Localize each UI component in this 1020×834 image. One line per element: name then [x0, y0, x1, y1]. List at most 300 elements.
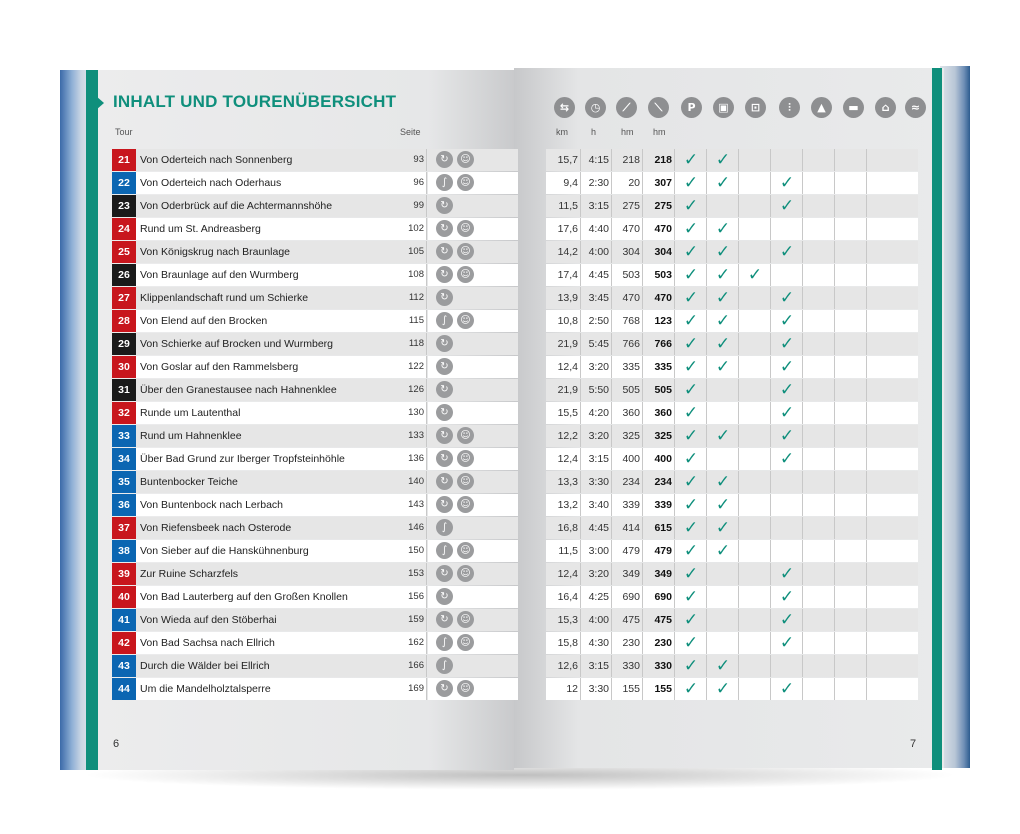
stat-hm1: 325	[622, 430, 640, 442]
tour-row[interactable]	[112, 632, 520, 655]
loop-route-icon: ↻	[436, 427, 453, 444]
stat-h: 4:20	[588, 407, 609, 419]
stat-h: 3:15	[588, 200, 609, 212]
stat-km: 17,6	[557, 223, 578, 235]
tour-name[interactable]: Von Goslar auf den Rammelsberg	[140, 361, 299, 373]
stat-hm2: 360	[654, 407, 672, 419]
tour-stats-row	[546, 310, 918, 333]
stat-hm1: 414	[622, 522, 640, 534]
kids-icon: ☺	[457, 565, 474, 582]
tour-name[interactable]: Von Oderteich nach Sonnenberg	[140, 154, 293, 166]
page-ref: 143	[408, 499, 424, 510]
one-way-route-icon: ∫	[436, 312, 453, 329]
page-ref: 136	[408, 453, 424, 464]
tour-row[interactable]	[112, 195, 520, 218]
check-icon: ✓	[779, 403, 795, 423]
tour-number: 23	[112, 195, 136, 217]
check-icon: ✓	[683, 196, 699, 216]
check-icon: ✓	[715, 150, 731, 170]
tour-stats-row	[546, 609, 918, 632]
check-icon: ✓	[683, 679, 699, 699]
stat-h: 3:15	[588, 453, 609, 465]
stat-h: 5:45	[588, 338, 609, 350]
stat-km: 14,2	[557, 246, 578, 258]
stat-hm2: 325	[654, 430, 672, 442]
loop-route-icon: ↻	[436, 220, 453, 237]
header-tour: Tour	[115, 127, 133, 137]
tour-number: 44	[112, 678, 136, 700]
tour-number: 39	[112, 563, 136, 585]
tour-row[interactable]	[112, 471, 520, 494]
clock-icon: ◷	[585, 97, 606, 118]
loop-route-icon: ↻	[436, 151, 453, 168]
stat-km: 12,4	[557, 361, 578, 373]
page-ref: 118	[408, 338, 424, 349]
check-icon: ✓	[779, 173, 795, 193]
stat-hm1: 505	[622, 384, 640, 396]
tour-name[interactable]: Von Wieda auf den Stöberhai	[140, 614, 277, 626]
stat-hm2: 304	[654, 246, 672, 258]
stat-hm1: 275	[622, 200, 640, 212]
tour-number: 42	[112, 632, 136, 654]
loop-route-icon: ↻	[436, 381, 453, 398]
bed-icon: ▬	[843, 97, 864, 118]
check-icon: ✓	[779, 242, 795, 262]
tour-name[interactable]: Von Buntenbock nach Lerbach	[140, 499, 284, 511]
tour-name[interactable]: Durch die Wälder bei Ellrich	[140, 660, 270, 672]
kids-icon: ☺	[457, 611, 474, 628]
check-icon: ✓	[683, 380, 699, 400]
page-ref: 169	[408, 683, 424, 694]
page-ref: 166	[408, 660, 424, 671]
check-icon: ✓	[779, 449, 795, 469]
stat-km: 15,8	[557, 637, 578, 649]
check-icon: ✓	[779, 380, 795, 400]
page-number-left: 6	[113, 738, 120, 750]
loop-route-icon: ↻	[436, 611, 453, 628]
kids-icon: ☺	[457, 473, 474, 490]
stat-h: 3:20	[588, 430, 609, 442]
tour-number: 31	[112, 379, 136, 401]
tour-stats-row	[546, 195, 918, 218]
tour-name[interactable]: Zur Ruine Scharzfels	[140, 568, 239, 580]
tour-stats-row	[546, 563, 918, 586]
stat-km: 12,4	[557, 453, 578, 465]
train-icon: ▣	[713, 97, 734, 118]
stat-hm2: 615	[654, 522, 672, 534]
tour-row[interactable]	[112, 310, 520, 333]
tour-number: 28	[112, 310, 136, 332]
header-km: km	[556, 127, 568, 137]
stat-hm1: 766	[622, 338, 640, 350]
tour-row[interactable]	[112, 172, 520, 195]
stat-h: 4:45	[588, 269, 609, 281]
stat-km: 21,9	[557, 384, 578, 396]
tour-stats-row	[546, 264, 918, 287]
kids-icon: ☺	[457, 220, 474, 237]
tour-row[interactable]	[112, 609, 520, 632]
page-ref: 96	[413, 177, 424, 188]
tour-name[interactable]: Von Riefensbeek nach Osterode	[140, 522, 292, 534]
page-ref: 146	[408, 522, 424, 533]
tour-number: 22	[112, 172, 136, 194]
check-icon: ✓	[683, 495, 699, 515]
kids-icon: ☺	[457, 450, 474, 467]
check-icon: ✓	[683, 587, 699, 607]
loop-route-icon: ↻	[436, 588, 453, 605]
tour-row[interactable]	[112, 563, 520, 586]
tour-name[interactable]: Buntenbocker Teiche	[140, 476, 238, 488]
loop-route-icon: ↻	[436, 358, 453, 375]
museum-icon: ⌂	[875, 97, 896, 118]
tour-name[interactable]: Rund um St. Andreasberg	[140, 223, 261, 235]
stat-hm1: 234	[622, 476, 640, 488]
tour-stats-row	[546, 448, 918, 471]
check-icon: ✓	[683, 403, 699, 423]
page-ref: 153	[408, 568, 424, 579]
tour-row[interactable]	[112, 402, 520, 425]
stat-hm1: 218	[622, 154, 640, 166]
ascent-icon: ⟋	[616, 97, 637, 118]
check-icon: ✓	[683, 610, 699, 630]
check-icon: ✓	[683, 288, 699, 308]
check-icon: ✓	[683, 564, 699, 584]
stat-hm2: 505	[654, 384, 672, 396]
tour-number: 38	[112, 540, 136, 562]
tour-row[interactable]	[112, 655, 520, 678]
loop-route-icon: ↻	[436, 680, 453, 697]
stat-km: 15,3	[557, 614, 578, 626]
stat-hm1: 349	[622, 568, 640, 580]
stat-hm2: 330	[654, 660, 672, 672]
tour-stats-row	[546, 172, 918, 195]
check-icon: ✓	[715, 173, 731, 193]
stat-km: 15,5	[557, 407, 578, 419]
stat-h: 3:20	[588, 361, 609, 373]
tour-row[interactable]	[112, 540, 520, 563]
stat-h: 4:30	[588, 637, 609, 649]
page-ref: 115	[408, 315, 424, 326]
tour-row[interactable]	[112, 448, 520, 471]
stat-h: 4:00	[588, 614, 609, 626]
kids-icon: ☺	[457, 243, 474, 260]
tour-number: 36	[112, 494, 136, 516]
stat-hm2: 123	[654, 315, 672, 327]
kids-icon: ☺	[457, 496, 474, 513]
tour-row[interactable]	[112, 379, 520, 402]
loop-route-icon: ↻	[436, 266, 453, 283]
tour-stats-row	[546, 425, 918, 448]
check-icon: ✓	[779, 633, 795, 653]
tour-number: 34	[112, 448, 136, 470]
stat-h: 4:45	[588, 522, 609, 534]
tour-name[interactable]: Um die Mandelholztalsperre	[140, 683, 271, 695]
tour-stats-row	[546, 632, 918, 655]
tour-row[interactable]	[112, 149, 520, 172]
loop-route-icon: ↻	[436, 473, 453, 490]
kids-icon: ☺	[457, 266, 474, 283]
page-ref: 140	[408, 476, 424, 487]
stat-h: 3:45	[588, 292, 609, 304]
check-icon: ✓	[715, 288, 731, 308]
page-ref: 112	[408, 292, 424, 303]
stat-h: 4:25	[588, 591, 609, 603]
tour-name[interactable]: Von Braunlage auf den Wurmberg	[140, 269, 299, 281]
loop-route-icon: ↻	[436, 404, 453, 421]
stat-km: 12	[566, 683, 578, 695]
stat-km: 12,6	[557, 660, 578, 672]
tour-name[interactable]: Von Bad Sachsa nach Ellrich	[140, 637, 275, 649]
tour-name[interactable]: Von Königskrug nach Braunlage	[140, 246, 291, 258]
check-icon: ✓	[683, 311, 699, 331]
stat-km: 16,8	[557, 522, 578, 534]
stat-h: 3:20	[588, 568, 609, 580]
check-icon: ✓	[779, 288, 795, 308]
stat-hm1: 339	[622, 499, 640, 511]
page-ref: 122	[408, 361, 424, 372]
check-icon: ✓	[779, 679, 795, 699]
header-seite: Seite	[400, 127, 421, 137]
header-hm-up: hm	[621, 127, 634, 137]
tour-row[interactable]	[112, 333, 520, 356]
tour-list-right	[546, 149, 918, 701]
loop-route-icon: ↻	[436, 243, 453, 260]
tour-row[interactable]	[112, 241, 520, 264]
stat-hm2: 475	[654, 614, 672, 626]
one-way-route-icon: ∫	[436, 542, 453, 559]
cable-car-icon: ⊡	[745, 97, 766, 118]
check-icon: ✓	[715, 311, 731, 331]
right-accent-strip	[932, 68, 942, 770]
loop-route-icon: ↻	[436, 496, 453, 513]
check-icon: ✓	[779, 610, 795, 630]
stat-hm2: 349	[654, 568, 672, 580]
stat-hm1: 503	[622, 269, 640, 281]
title-arrow-icon	[96, 96, 104, 110]
tour-row[interactable]	[112, 678, 520, 701]
tour-number: 43	[112, 655, 136, 677]
tour-stats-row	[546, 149, 918, 172]
tour-number: 27	[112, 287, 136, 309]
check-icon: ✓	[715, 426, 731, 446]
stat-hm2: 470	[654, 292, 672, 304]
one-way-route-icon: ∫	[436, 174, 453, 191]
stat-hm1: 20	[628, 177, 640, 189]
tour-name[interactable]: Klippenlandschaft rund um Schierke	[140, 292, 309, 304]
stat-hm2: 690	[654, 591, 672, 603]
kids-icon: ☺	[457, 312, 474, 329]
check-icon: ✓	[683, 334, 699, 354]
check-icon: ✓	[715, 495, 731, 515]
page-ref: 162	[408, 637, 424, 648]
kids-icon: ☺	[457, 174, 474, 191]
stat-km: 12,2	[557, 430, 578, 442]
stat-hm1: 360	[622, 407, 640, 419]
stat-hm2: 479	[654, 545, 672, 557]
page-ref: 93	[413, 154, 424, 165]
page-number-right: 7	[910, 738, 917, 750]
tour-stats-row	[546, 218, 918, 241]
stat-hm1: 475	[622, 614, 640, 626]
parking-icon: P	[681, 97, 702, 118]
check-icon: ✓	[715, 541, 731, 561]
stat-km: 11,5	[558, 545, 578, 557]
stat-hm2: 766	[654, 338, 672, 350]
stat-km: 17,4	[557, 269, 578, 281]
kids-icon: ☺	[457, 151, 474, 168]
kids-icon: ☺	[457, 542, 474, 559]
tour-name[interactable]: Von Sieber auf die Hanskühnenburg	[140, 545, 309, 557]
stat-hm2: 470	[654, 223, 672, 235]
tour-row[interactable]	[112, 494, 520, 517]
stat-h: 3:00	[588, 545, 609, 557]
check-icon: ✓	[683, 633, 699, 653]
stat-h: 5:50	[588, 384, 609, 396]
tour-row[interactable]	[112, 356, 520, 379]
stat-hm2: 230	[654, 637, 672, 649]
stat-hm1: 230	[622, 637, 640, 649]
tour-name[interactable]: Rund um Hahnenklee	[140, 430, 242, 442]
left-accent-strip	[86, 70, 98, 770]
check-icon: ✓	[715, 357, 731, 377]
stat-hm2: 503	[654, 269, 672, 281]
signpost-icon: ⇆	[554, 97, 575, 118]
tour-row[interactable]	[112, 218, 520, 241]
tour-number: 41	[112, 609, 136, 631]
stat-hm1: 690	[622, 591, 640, 603]
stat-hm1: 479	[622, 545, 640, 557]
stat-km: 15,7	[557, 154, 578, 166]
check-icon: ✓	[779, 357, 795, 377]
stat-h: 4:00	[588, 246, 609, 258]
tour-list-left	[112, 149, 520, 701]
stat-km: 16,4	[557, 591, 578, 603]
tour-number: 33	[112, 425, 136, 447]
tour-name[interactable]: Von Schierke auf Brocken und Wurmberg	[140, 338, 333, 350]
tour-stats-row	[546, 678, 918, 701]
tour-number: 24	[112, 218, 136, 240]
tour-stats-row	[546, 356, 918, 379]
stat-hm2: 400	[654, 453, 672, 465]
check-icon: ✓	[747, 265, 763, 285]
tour-row[interactable]	[112, 287, 520, 310]
kids-icon: ☺	[457, 634, 474, 651]
check-icon: ✓	[683, 173, 699, 193]
tour-stats-row	[546, 471, 918, 494]
tour-number: 29	[112, 333, 136, 355]
tour-number: 21	[112, 149, 136, 171]
check-icon: ✓	[715, 656, 731, 676]
check-icon: ✓	[779, 196, 795, 216]
tour-name[interactable]: Von Bad Lauterberg auf den Großen Knollen	[140, 591, 348, 603]
stat-hm1: 330	[622, 660, 640, 672]
tour-number: 30	[112, 356, 136, 378]
tour-stats-row	[546, 402, 918, 425]
page-ref: 126	[408, 384, 424, 395]
kids-icon: ☺	[457, 680, 474, 697]
stat-hm2: 218	[654, 154, 672, 166]
stat-h: 3:30	[588, 476, 609, 488]
check-icon: ✓	[715, 472, 731, 492]
stat-km: 11,5	[558, 200, 578, 212]
one-way-route-icon: ∫	[436, 634, 453, 651]
tour-number: 35	[112, 471, 136, 493]
check-icon: ✓	[715, 679, 731, 699]
stat-km: 13,9	[557, 292, 578, 304]
check-icon: ✓	[715, 242, 731, 262]
check-icon: ✓	[779, 334, 795, 354]
descent-icon: ⟍	[648, 97, 669, 118]
stat-hm2: 335	[654, 361, 672, 373]
tour-stats-row	[546, 540, 918, 563]
one-way-route-icon: ∫	[436, 657, 453, 674]
page-ref: 156	[408, 591, 424, 602]
tour-name[interactable]: Über Bad Grund zur Iberger Tropfsteinhöhle	[140, 453, 345, 465]
tour-number: 37	[112, 517, 136, 539]
loop-route-icon: ↻	[436, 289, 453, 306]
stat-km: 10,8	[557, 315, 578, 327]
stat-h: 2:50	[588, 315, 609, 327]
tour-name[interactable]: Über den Granestausee nach Hahnenklee	[140, 384, 337, 396]
stat-hm2: 307	[654, 177, 672, 189]
page-ref: 99	[413, 200, 424, 211]
swimming-icon: ≈	[905, 97, 926, 118]
check-icon: ✓	[715, 219, 731, 239]
header-h: h	[591, 127, 597, 137]
tour-stats-row	[546, 517, 918, 540]
tour-number: 32	[112, 402, 136, 424]
stat-h: 2:30	[588, 177, 609, 189]
stat-hm1: 155	[622, 683, 640, 695]
loop-route-icon: ↻	[436, 450, 453, 467]
check-icon: ✓	[683, 518, 699, 538]
tour-row[interactable]	[112, 264, 520, 287]
kids-icon: ☺	[457, 427, 474, 444]
page-ref: 159	[408, 614, 424, 625]
tour-row[interactable]	[112, 425, 520, 448]
check-icon: ✓	[779, 426, 795, 446]
tour-name[interactable]: Runde um Lautenthal	[140, 407, 241, 419]
restaurant-icon: ⫶	[779, 97, 800, 118]
tour-name[interactable]: Von Oderteich nach Oderhaus	[140, 177, 282, 189]
tour-name[interactable]: Von Oderbrück auf die Achtermannshöhe	[140, 200, 333, 212]
check-icon: ✓	[715, 518, 731, 538]
tour-stats-row	[546, 586, 918, 609]
loop-route-icon: ↻	[436, 565, 453, 582]
check-icon: ✓	[779, 587, 795, 607]
loop-route-icon: ↻	[436, 197, 453, 214]
stat-hm1: 470	[622, 223, 640, 235]
tour-name[interactable]: Von Elend auf den Brocken	[140, 315, 268, 327]
tour-stats-row	[546, 494, 918, 517]
one-way-route-icon: ∫	[436, 519, 453, 536]
check-icon: ✓	[683, 219, 699, 239]
stat-km: 9,4	[563, 177, 578, 189]
stat-hm1: 304	[622, 246, 640, 258]
check-icon: ✓	[683, 656, 699, 676]
stat-hm1: 768	[622, 315, 640, 327]
tour-stats-row	[546, 655, 918, 678]
loop-route-icon: ↻	[436, 335, 453, 352]
tour-stats-row	[546, 241, 918, 264]
check-icon: ✓	[683, 242, 699, 262]
stat-h: 3:30	[588, 683, 609, 695]
stat-h: 3:15	[588, 660, 609, 672]
tour-number: 25	[112, 241, 136, 263]
tour-row[interactable]	[112, 517, 520, 540]
stat-hm1: 335	[622, 361, 640, 373]
tour-row[interactable]	[112, 586, 520, 609]
